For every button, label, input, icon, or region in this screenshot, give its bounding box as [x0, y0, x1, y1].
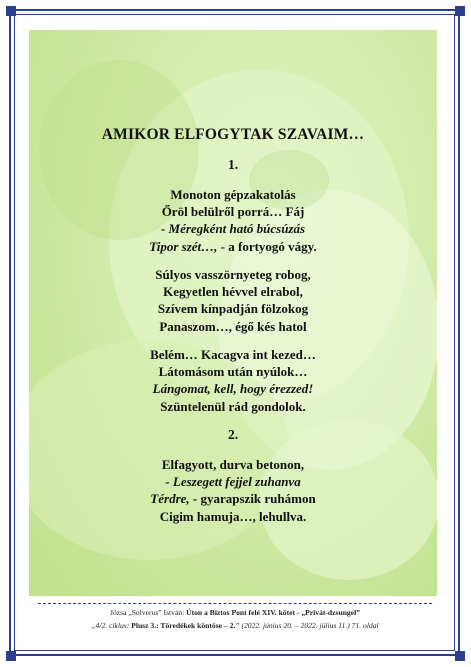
stanza: [29, 456, 437, 525]
stanza: [29, 186, 437, 255]
footer-line-2: [18, 621, 452, 630]
poem-line: Monoton gépzakatolás: [170, 187, 296, 202]
section-number: 2.: [227, 427, 239, 442]
poem-title: AMIKOR ELFOGYTAK SZAVAIM…: [101, 126, 365, 143]
poem-line: Őröl belülről porrá… Fáj: [161, 204, 305, 220]
poem-line: [29, 490, 437, 507]
footer-book-title: Úton a Biztos Pont felé XIV. kötet - „Privát-dzsungel”: [186, 608, 360, 617]
footer-chapter: Plusz 3.: Töredékek köntöse – 2.: [131, 621, 236, 630]
footer-divider: [38, 603, 432, 604]
poem-line: Látomásom után nyúlok…: [158, 364, 308, 380]
poem-line-italic-part: Tipor szét…,: [149, 238, 218, 254]
footer-author: Józsa „Solverus” István:: [109, 608, 187, 617]
poem-line: Cigim hamuja…, lehullva.: [159, 508, 307, 524]
poem-line-italic-part: Térdre, -: [150, 491, 198, 507]
footer-line-1: [18, 608, 452, 617]
stanza: [29, 346, 437, 415]
poem-line: Lángomat, kell, hogy érezzed!: [152, 381, 314, 397]
poem-line: Elfagyott, durva betonon,: [161, 457, 305, 472]
poem-line: Szívem kínpadján fölzokog: [157, 301, 309, 317]
poem-line: Szüntelenül rád gondolok.: [160, 398, 306, 414]
poem-line-rest: - a fortyogó vágy.: [217, 238, 317, 254]
poem-line: Súlyos vasszörnyeteg robog,: [155, 267, 311, 282]
poem-line: - Méregként ható búcsúzás: [160, 221, 306, 237]
stanza: [29, 266, 437, 335]
section-number: 1.: [227, 157, 239, 172]
footer-dates-page: ” (2022. június 20. – 2022. július 11.) 71. oldal: [235, 621, 379, 630]
poem-line-rest: gyarapszik ruhámon: [197, 491, 316, 507]
poem-line: [29, 238, 437, 255]
poem-line: Panaszom…, égő kés hatol: [159, 318, 307, 334]
poem-line: - Leszegett fejjel zuhanva: [165, 474, 301, 490]
poem-line: Kegyetlen hévvel elrabol,: [163, 284, 303, 300]
footer-cycle: „4/2. ciklus:: [91, 621, 132, 630]
poem-line: Belém… Kacagva int kezed…: [150, 347, 316, 362]
